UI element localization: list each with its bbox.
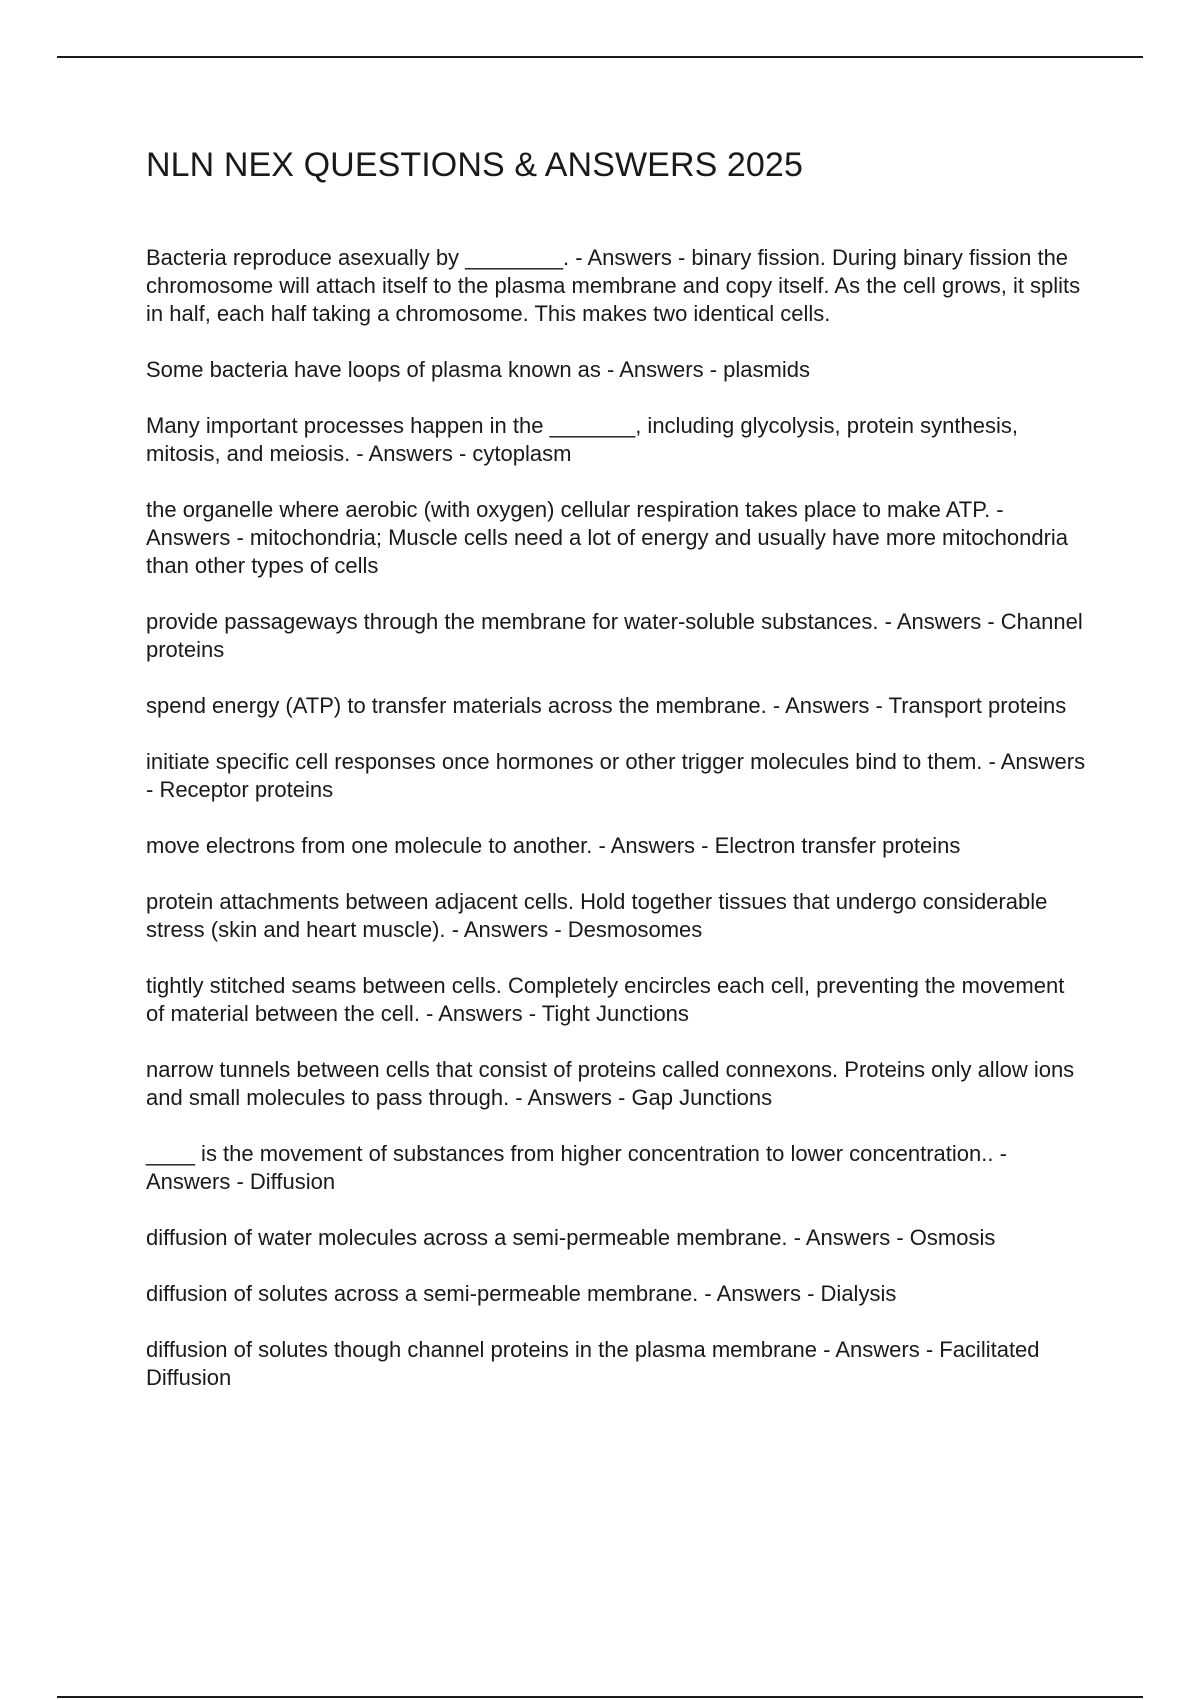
qa-item: Bacteria reproduce asexually by ________. - Answers - binary fission. During binary fission the chromosome will attach itself to the plasma membrane and copy itself. As the cell grows, it splits in half, each half taking a chromosome. This makes two identical cells.: [146, 245, 1081, 326]
qa-item: move electrons from one molecule to another. - Answers - Electron transfer proteins: [146, 833, 961, 858]
bottom-rule: [57, 1696, 1143, 1698]
qa-item: diffusion of solutes across a semi-permeable membrane. - Answers - Dialysis: [146, 1281, 897, 1306]
qa-item: diffusion of water molecules across a semi-permeable membrane. - Answers - Osmosis: [146, 1225, 996, 1250]
document-title: NLN NEX QUESTIONS & ANSWERS 2025: [146, 146, 803, 184]
qa-item: diffusion of solutes though channel proteins in the plasma membrane - Answers - Facilitated Diffusion: [146, 1337, 1040, 1390]
qa-item: the organelle where aerobic (with oxygen) cellular respiration takes place to make ATP. - Answers - mitochondria; Muscle cells need a lot of energy and usually have more mitochondria than other types of cells: [146, 497, 1069, 578]
qa-item: ____ is the movement of substances from higher concentration to lower concentration.. - Answers - Diffusion: [146, 1141, 1007, 1194]
qa-item: narrow tunnels between cells that consist of proteins called connexons. Proteins only allow ions and small molecules to pass through. - Answers - Gap Junctions: [146, 1057, 1075, 1110]
qa-item: Some bacteria have loops of plasma known as - Answers - plasmids: [146, 357, 810, 382]
qa-item: protein attachments between adjacent cells. Hold together tissues that undergo considerable stress (skin and heart muscle). - Answers - Desmosomes: [146, 889, 1048, 942]
qa-item: tightly stitched seams between cells. Completely encircles each cell, preventing the movement of material between the cell. - Answers - Tight Junctions: [146, 973, 1065, 1026]
qa-item: spend energy (ATP) to transfer materials across the membrane. - Answers - Transport proteins: [146, 693, 1067, 718]
qa-item: initiate specific cell responses once hormones or other trigger molecules bind to them. - Answers - Receptor proteins: [146, 749, 1086, 802]
qa-item: provide passageways through the membrane for water-soluble substances. - Answers - Channel proteins: [146, 609, 1083, 662]
qa-list: [146, 244, 1086, 1420]
top-rule: [57, 56, 1143, 58]
qa-item: Many important processes happen in the _______, including glycolysis, protein synthesis, mitosis, and meiosis. - Answers - cytoplasm: [146, 413, 1018, 466]
